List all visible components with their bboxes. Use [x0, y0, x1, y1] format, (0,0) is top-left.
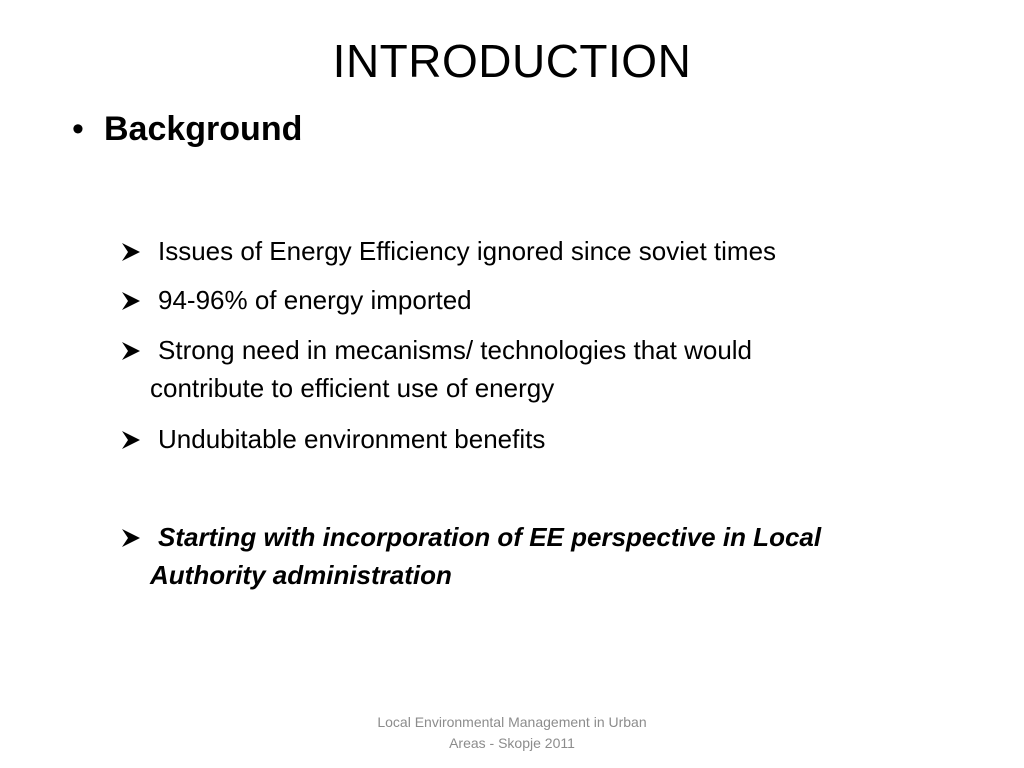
- sub-bullet-4-text: Undubitable environment benefits: [158, 424, 546, 454]
- sub-bullet-2: [120, 281, 940, 319]
- sub-bullet-5-text: Starting with incorporation of EE perspective in Local: [158, 522, 822, 552]
- main-bullet: [72, 106, 302, 152]
- slide-footer: [312, 712, 712, 754]
- arrow-bullet-icon: [120, 420, 158, 458]
- footer-line-1: Local Environmental Management in Urban: [377, 714, 647, 730]
- arrow-bullet-icon: [120, 232, 158, 270]
- sub-bullet-3: [120, 331, 940, 407]
- sub-bullet-3-continuation: contribute to efficient use of energy: [150, 373, 555, 403]
- sub-bullet-4: [120, 420, 940, 458]
- arrow-bullet-icon: [120, 281, 158, 319]
- sub-bullet-1-text: Issues of Energy Efficiency ignored since soviet times: [158, 236, 777, 266]
- arrow-bullet-icon: [120, 331, 158, 369]
- sub-bullet-5: [120, 518, 940, 594]
- sub-bullet-2-text: 94-96% of energy imported: [158, 285, 472, 315]
- sub-bullet-5-continuation: Authority administration: [150, 560, 452, 590]
- sub-bullet-3-text: Strong need in mecanisms/ technologies that would: [158, 335, 753, 365]
- main-bullet-text: Background: [104, 110, 303, 148]
- footer-line-2: Areas - Skopje 2011: [449, 735, 575, 751]
- slide-title: INTRODUCTION: [332, 35, 692, 87]
- bullet-marker: •: [72, 110, 84, 148]
- sub-bullet-1: [120, 232, 940, 270]
- arrow-bullet-icon: [120, 518, 158, 556]
